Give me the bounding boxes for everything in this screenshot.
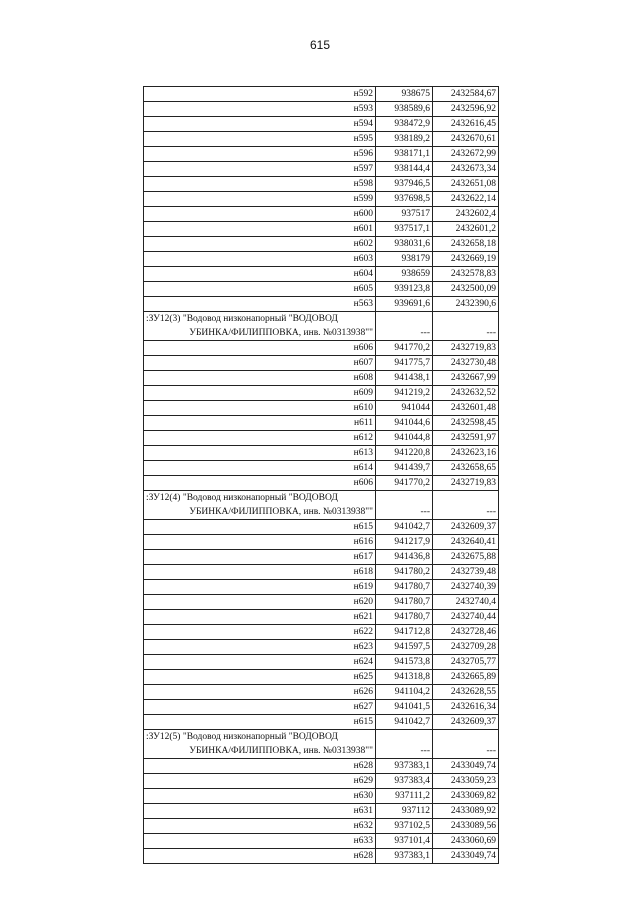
y-coordinate: 2432730,48 [433, 356, 499, 371]
x-coordinate: 937383,4 [376, 774, 433, 789]
x-coordinate: 941217,9 [376, 535, 433, 550]
x-coordinate: 938171,1 [376, 147, 433, 162]
table-row [144, 476, 499, 491]
y-coordinate: 2432658,65 [433, 461, 499, 476]
table-row [144, 207, 499, 222]
point-id: н595 [144, 132, 376, 147]
x-coordinate: 941044 [376, 401, 433, 416]
x-coordinate: 941436,8 [376, 550, 433, 565]
table-row [144, 222, 499, 237]
x-coordinate: 937517,1 [376, 222, 433, 237]
point-id: н632 [144, 819, 376, 834]
y-placeholder: --- [433, 312, 499, 341]
point-id: н621 [144, 610, 376, 625]
point-id: н599 [144, 192, 376, 207]
x-placeholder: --- [376, 312, 433, 341]
y-coordinate: 2432719,83 [433, 341, 499, 356]
table-row [144, 102, 499, 117]
y-coordinate: 2432673,34 [433, 162, 499, 177]
point-id: н600 [144, 207, 376, 222]
x-coordinate: 941318,8 [376, 670, 433, 685]
point-id: н615 [144, 715, 376, 730]
point-id: н633 [144, 834, 376, 849]
table-row [144, 237, 499, 252]
x-coordinate: 937383,1 [376, 759, 433, 774]
y-coordinate: 2432632,52 [433, 386, 499, 401]
y-coordinate: 2432578,83 [433, 267, 499, 282]
table-row [144, 625, 499, 640]
y-coordinate: 2432500,09 [433, 282, 499, 297]
table-row [144, 371, 499, 386]
point-id: н608 [144, 371, 376, 386]
point-id: н602 [144, 237, 376, 252]
table-row [144, 117, 499, 132]
x-coordinate: 941219,2 [376, 386, 433, 401]
y-coordinate: 2433059,23 [433, 774, 499, 789]
x-coordinate: 941770,2 [376, 341, 433, 356]
table-row [144, 565, 499, 580]
table-row [144, 162, 499, 177]
y-coordinate: 2432675,88 [433, 550, 499, 565]
x-coordinate: 941780,7 [376, 610, 433, 625]
y-coordinate: 2432628,55 [433, 685, 499, 700]
table-row [144, 461, 499, 476]
point-id: н613 [144, 446, 376, 461]
section-title [144, 491, 376, 520]
x-coordinate: 938675 [376, 87, 433, 102]
point-id: н631 [144, 804, 376, 819]
y-coordinate: 2432728,46 [433, 625, 499, 640]
y-coordinate: 2433049,74 [433, 759, 499, 774]
point-id: н624 [144, 655, 376, 670]
section-title-line1: :ЗУ12(4) "Водовод низконапорный "ВОДОВОД [146, 493, 338, 503]
y-coordinate: 2432609,37 [433, 715, 499, 730]
x-coordinate: 941573,8 [376, 655, 433, 670]
table-row [144, 610, 499, 625]
point-id: н622 [144, 625, 376, 640]
x-coordinate: 938189,2 [376, 132, 433, 147]
x-coordinate: 938659 [376, 267, 433, 282]
table-row [144, 550, 499, 565]
x-coordinate: 938589,6 [376, 102, 433, 117]
table-row [144, 580, 499, 595]
x-coordinate: 941042,7 [376, 715, 433, 730]
y-coordinate: 2432596,92 [433, 102, 499, 117]
x-coordinate: 941438,1 [376, 371, 433, 386]
x-coordinate: 941104,2 [376, 685, 433, 700]
section-header-row [144, 491, 499, 520]
point-id: н628 [144, 849, 376, 864]
section-title-line2: УБИНКА/ФИЛИППОВКА, инв. №0313938"" [189, 328, 373, 338]
table-row [144, 252, 499, 267]
point-id: н623 [144, 640, 376, 655]
table-row [144, 819, 499, 834]
y-coordinate: 2433060,69 [433, 834, 499, 849]
point-id: н625 [144, 670, 376, 685]
x-coordinate: 941780,7 [376, 595, 433, 610]
x-coordinate: 941044,8 [376, 431, 433, 446]
x-coordinate: 937112 [376, 804, 433, 819]
point-id: н607 [144, 356, 376, 371]
y-coordinate: 2432740,39 [433, 580, 499, 595]
point-id: н614 [144, 461, 376, 476]
point-id: н627 [144, 700, 376, 715]
table-row [144, 192, 499, 207]
point-id: н612 [144, 431, 376, 446]
point-id: н626 [144, 685, 376, 700]
table-row [144, 282, 499, 297]
y-coordinate: 2432390,6 [433, 297, 499, 312]
point-id: н597 [144, 162, 376, 177]
x-coordinate: 941220,8 [376, 446, 433, 461]
x-coordinate: 941439,7 [376, 461, 433, 476]
y-coordinate: 2432740,44 [433, 610, 499, 625]
point-id: н618 [144, 565, 376, 580]
point-id: н593 [144, 102, 376, 117]
table-row [144, 700, 499, 715]
point-id: н563 [144, 297, 376, 312]
table-row [144, 759, 499, 774]
point-id: н596 [144, 147, 376, 162]
y-coordinate: 2432601,2 [433, 222, 499, 237]
point-id: н610 [144, 401, 376, 416]
x-coordinate: 941770,2 [376, 476, 433, 491]
x-coordinate: 941780,7 [376, 580, 433, 595]
x-coordinate: 941044,6 [376, 416, 433, 431]
y-coordinate: 2432672,99 [433, 147, 499, 162]
table-row [144, 535, 499, 550]
table-row [144, 789, 499, 804]
page-number: 615 [309, 38, 331, 52]
x-coordinate: 937517 [376, 207, 433, 222]
table-row [144, 685, 499, 700]
point-id: н606 [144, 476, 376, 491]
x-coordinate: 937946,5 [376, 177, 433, 192]
coordinates-table [143, 86, 499, 864]
point-id: н609 [144, 386, 376, 401]
y-coordinate: 2432623,16 [433, 446, 499, 461]
y-coordinate: 2432651,08 [433, 177, 499, 192]
x-coordinate: 938144,4 [376, 162, 433, 177]
point-id: н604 [144, 267, 376, 282]
table-row [144, 640, 499, 655]
point-id: н603 [144, 252, 376, 267]
table-row [144, 774, 499, 789]
x-coordinate: 939691,6 [376, 297, 433, 312]
section-title [144, 730, 376, 759]
y-placeholder: --- [433, 730, 499, 759]
table-row [144, 356, 499, 371]
x-coordinate: 937698,5 [376, 192, 433, 207]
section-header-row [144, 312, 499, 341]
point-id: н628 [144, 759, 376, 774]
y-coordinate: 2433069,82 [433, 789, 499, 804]
x-coordinate: 937383,1 [376, 849, 433, 864]
section-header-row [144, 730, 499, 759]
point-id: н594 [144, 117, 376, 132]
x-coordinate: 941041,5 [376, 700, 433, 715]
y-coordinate: 2432601,48 [433, 401, 499, 416]
y-coordinate: 2432740,4 [433, 595, 499, 610]
table-row [144, 341, 499, 356]
x-coordinate: 938472,9 [376, 117, 433, 132]
point-id: н617 [144, 550, 376, 565]
y-coordinate: 2432584,67 [433, 87, 499, 102]
y-coordinate: 2432598,45 [433, 416, 499, 431]
y-coordinate: 2433049,74 [433, 849, 499, 864]
table-row [144, 431, 499, 446]
point-id: н620 [144, 595, 376, 610]
point-id: н598 [144, 177, 376, 192]
y-coordinate: 2432709,28 [433, 640, 499, 655]
table-row [144, 520, 499, 535]
x-coordinate: 938031,6 [376, 237, 433, 252]
table-row [144, 297, 499, 312]
point-id: н630 [144, 789, 376, 804]
table-row [144, 834, 499, 849]
y-coordinate: 2432670,61 [433, 132, 499, 147]
section-title-line1: :ЗУ12(5) "Водовод низконапорный "ВОДОВОД [146, 732, 338, 742]
y-coordinate: 2432602,4 [433, 207, 499, 222]
table-row [144, 804, 499, 819]
y-coordinate: 2432616,45 [433, 117, 499, 132]
table-row [144, 655, 499, 670]
point-id: н619 [144, 580, 376, 595]
table-row [144, 267, 499, 282]
point-id: н616 [144, 535, 376, 550]
table-row [144, 670, 499, 685]
y-coordinate: 2432591,97 [433, 431, 499, 446]
section-title [144, 312, 376, 341]
y-coordinate: 2432705,77 [433, 655, 499, 670]
y-coordinate: 2432640,41 [433, 535, 499, 550]
table-row [144, 401, 499, 416]
table-row [144, 147, 499, 162]
table-row [144, 386, 499, 401]
x-placeholder: --- [376, 491, 433, 520]
y-coordinate: 2432665,89 [433, 670, 499, 685]
table-row [144, 132, 499, 147]
x-placeholder: --- [376, 730, 433, 759]
x-coordinate: 939123,8 [376, 282, 433, 297]
point-id: н606 [144, 341, 376, 356]
section-title-line2: УБИНКА/ФИЛИППОВКА, инв. №0313938"" [189, 746, 373, 756]
x-coordinate: 938179 [376, 252, 433, 267]
table-row [144, 87, 499, 102]
y-coordinate: 2432622,14 [433, 192, 499, 207]
table-row [144, 595, 499, 610]
table-row [144, 715, 499, 730]
x-coordinate: 941780,2 [376, 565, 433, 580]
x-coordinate: 941775,7 [376, 356, 433, 371]
y-coordinate: 2432616,34 [433, 700, 499, 715]
y-coordinate: 2432739,48 [433, 565, 499, 580]
y-coordinate: 2432658,18 [433, 237, 499, 252]
x-coordinate: 941712,8 [376, 625, 433, 640]
y-coordinate: 2432667,99 [433, 371, 499, 386]
y-coordinate: 2432719,83 [433, 476, 499, 491]
y-coordinate: 2432669,19 [433, 252, 499, 267]
point-id: н605 [144, 282, 376, 297]
point-id: н611 [144, 416, 376, 431]
y-coordinate: 2433089,92 [433, 804, 499, 819]
x-coordinate: 937111,2 [376, 789, 433, 804]
x-coordinate: 937102,5 [376, 819, 433, 834]
table-row [144, 416, 499, 431]
x-coordinate: 941597,5 [376, 640, 433, 655]
y-coordinate: 2433089,56 [433, 819, 499, 834]
table-row [144, 177, 499, 192]
point-id: н601 [144, 222, 376, 237]
table-row [144, 849, 499, 864]
section-title-line1: :ЗУ12(3) "Водовод низконапорный "ВОДОВОД [146, 314, 338, 324]
y-coordinate: 2432609,37 [433, 520, 499, 535]
point-id: н615 [144, 520, 376, 535]
table-row [144, 446, 499, 461]
y-placeholder: --- [433, 491, 499, 520]
x-coordinate: 937101,4 [376, 834, 433, 849]
point-id: н629 [144, 774, 376, 789]
point-id: н592 [144, 87, 376, 102]
x-coordinate: 941042,7 [376, 520, 433, 535]
section-title-line2: УБИНКА/ФИЛИППОВКА, инв. №0313938"" [189, 507, 373, 517]
